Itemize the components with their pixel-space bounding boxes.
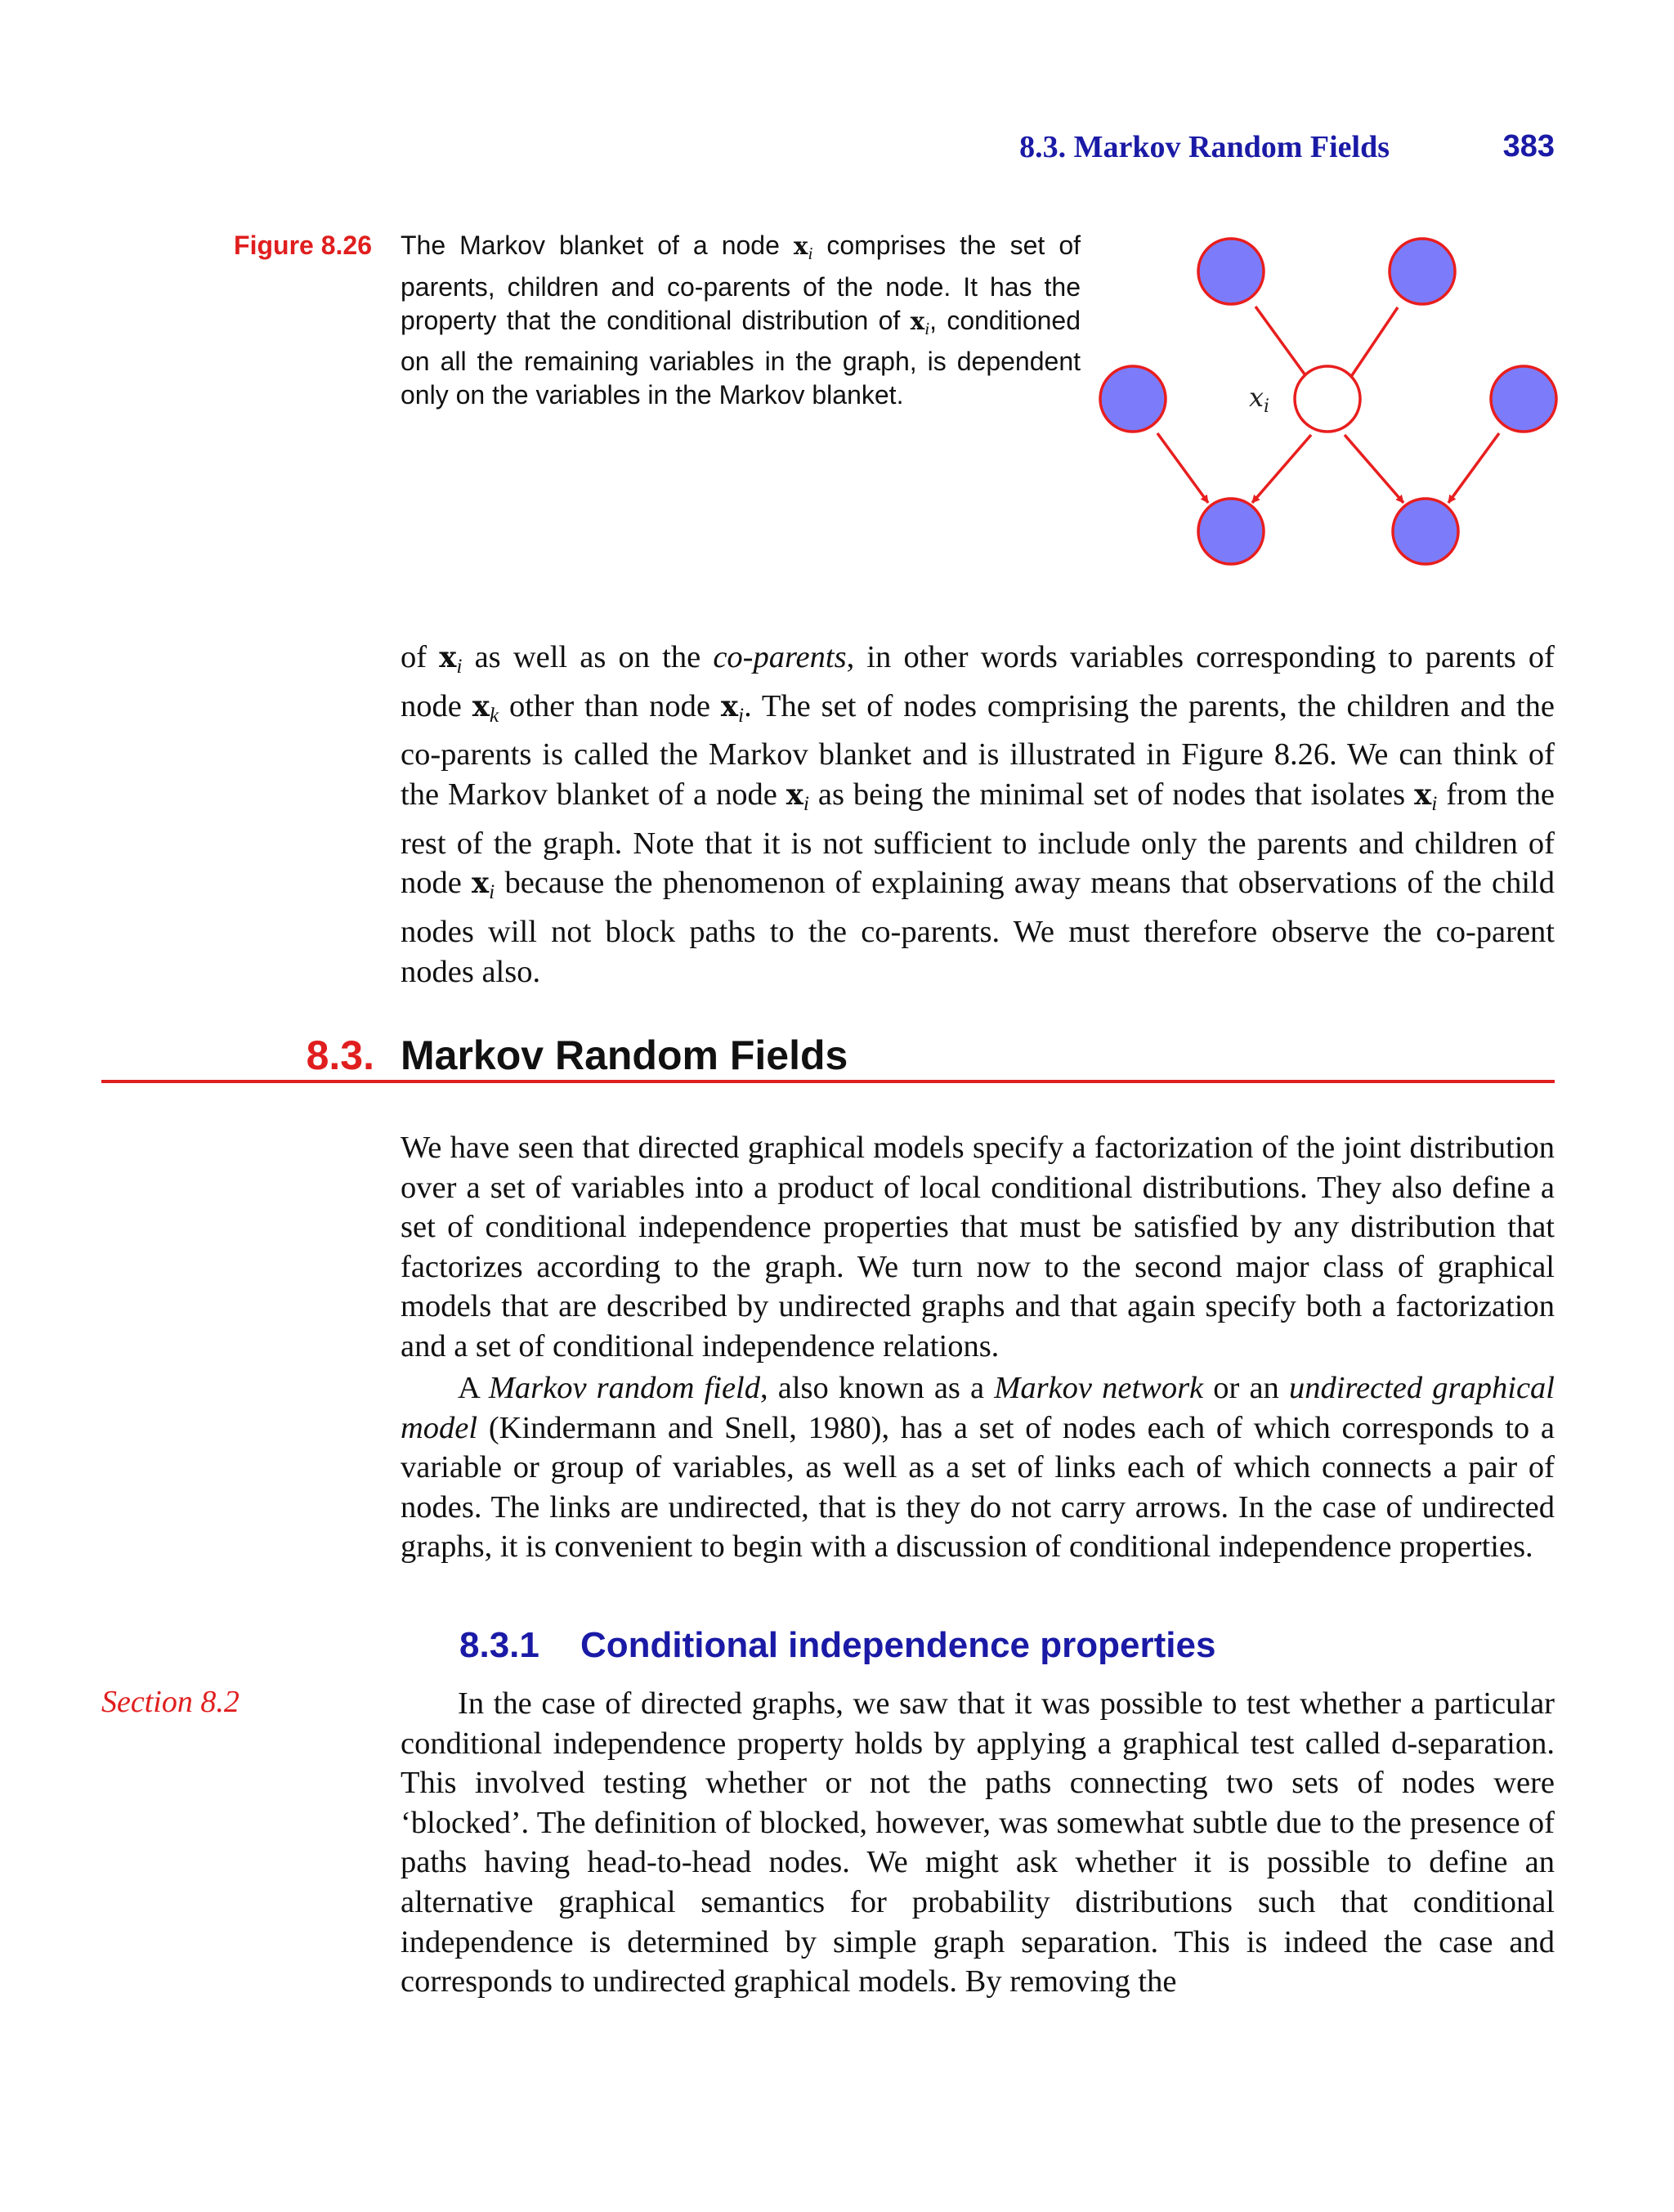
subsection-number: 8.3.1 [459,1625,539,1665]
paragraph-mrf-definition: A Markov random field, also known as a Markov network or an undirected graphical model (Kindermann and Snell, 1980), has a set of nodes each of which corresponds to a variable or group of variables, as well as a set of links each of which connects a pair of nodes. The links are undirected, that is they do not carry arrows. In the case of undirected graphs, it is convenient to begin with a discussion of conditional independence properties. [401,1371,1555,1565]
running-header-title: 8.3. Markov Random Fields [1019,130,1390,164]
paragraph-conditional-independence: In the case of directed graphs, we saw that it was possible to test whether a particular conditional independence property holds by applying a graphical test called d-separation. This involved testing whether or not the paths connecting two sets of nodes were ‘blocked’. The definition of blocked, however, was somewhat subtle due to the presence of paths having head-to-head nodes. We might ask whether it is possible to define an alternative graphical semantics for probability distributions such that conditional independence is determined by simple graph separation. This is indeed the case and corresponds to undirected graphical models. By removing the [401,1686,1555,1999]
figure-label: Figure 8.26 [234,231,372,260]
figure-caption [401,229,1081,412]
node-label-xi: $x_i$ [1249,382,1270,417]
caption-text: The Markov blanket of a node [401,231,794,260]
parent-node-left [1198,239,1264,304]
page-number: 383 [1502,129,1555,163]
edge-child-left [1252,435,1311,503]
paragraph-intro: We have seen that directed graphical models specify a factorization of the joint distribution over a set of variables into a product of local conditional distributions. They also define a set of conditional independence properties that must be satisfied by any distribution that factorizes according to the graph. We turn now to the second major class of graphical models that are described by undirected graphs and that again specify both a factorization and a set of conditional independence relations. [401,1131,1555,1363]
math-symbol: $x_i$ [910,306,930,338]
section-title: Markov Random Fields [401,1032,848,1078]
markov-blanket-diagram [1079,221,1569,580]
section-number: 8.3. [306,1032,374,1078]
edge-coparent-left [1157,433,1208,503]
child-node-right [1393,499,1458,564]
margin-note-section-ref: Section 8.2 [101,1685,239,1719]
parent-node-right [1390,239,1455,304]
math-symbol: $x_i$ [793,231,813,263]
edge-child-right [1345,435,1403,503]
paragraph-markov-blanket: of $x_i$ as well as on the co-parents, in other words variables corresponding to parents of node $x_k$ other than node $x_i$. The set of nodes comprising the parents, the children and the co-parents is called the Markov blanket and is illustrated in Figure 8.26. We can think of the Markov blanket of a node $x_i$ as being the minimal set of nodes that isolates $x_i$ from the rest of the graph. Note that it is not sufficient to include only the parents and children of node $x_i$ because the phenomenon of explaining away means that observations of the child nodes will not block paths to the co-parents. We must therefore observe the co-parent nodes also. [401,640,1555,989]
child-node-left [1198,499,1264,564]
edge-coparent-right [1448,433,1499,503]
coparent-node-right [1491,366,1556,432]
coparent-node-left [1100,366,1166,432]
subsection-title: Conditional independence properties [580,1625,1216,1665]
center-node-xi [1295,366,1360,432]
caption-text: , conditioned on all the remaining variables in the graph, is dependent only on the variables in the Markov blanket. [401,305,1081,410]
caption-text: comprises the set of parents, children and co-parents of the node. It has the property that the conditional distribution of [401,231,1081,335]
section-rule [101,1080,1555,1083]
